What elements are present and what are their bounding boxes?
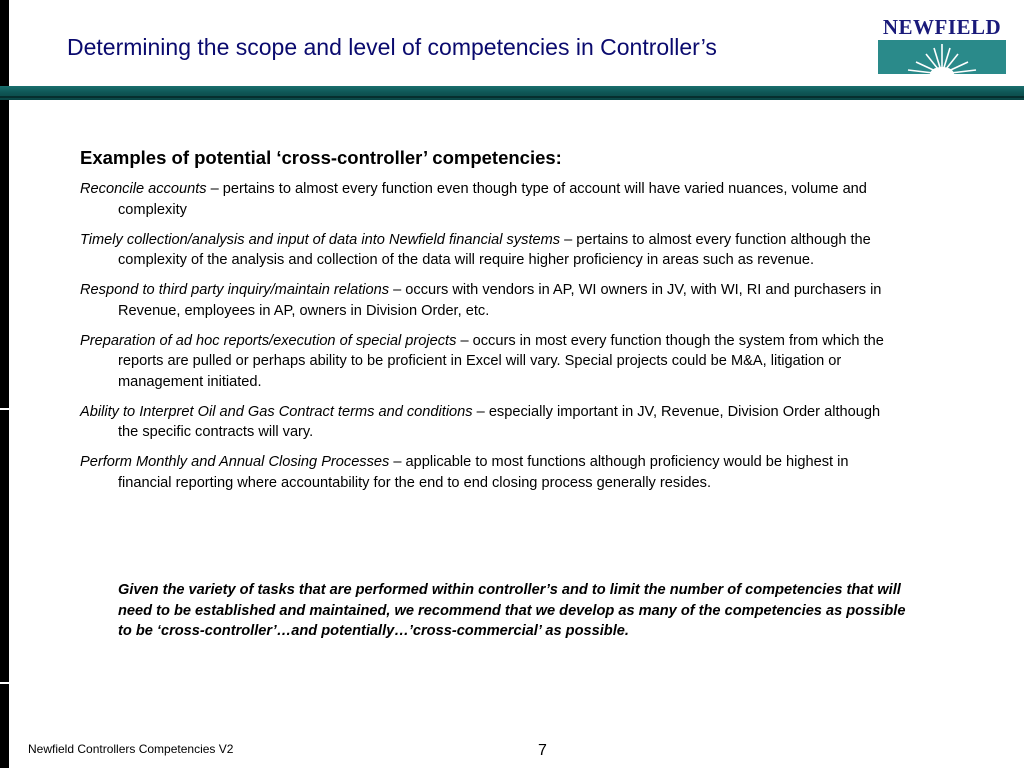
competency-term: Ability to Interpret Oil and Gas Contract terms and conditions — [80, 403, 473, 420]
sunburst-logo-icon — [878, 40, 1006, 74]
competency-description: – occurs with vendors in AP, WI owners in JV, with WI, RI and purchasers in Revenue, employees in AP, owners in Division Order, etc. — [118, 282, 882, 319]
competency-description: – pertains to almost every function although the complexity of the analysis and collection of the data will require higher proficiency in areas such as revenue. — [118, 231, 871, 268]
left-border-rule — [0, 0, 9, 768]
header-divider-line — [0, 96, 1024, 98]
slide-content — [80, 146, 900, 503]
footer-text: Newfield Controllers Competencies V2 — [28, 742, 234, 756]
competency-term: Reconcile accounts — [80, 181, 207, 197]
newfield-logo — [878, 16, 1006, 74]
competency-description: – applicable to most functions although proficiency would be highest in financial reporting where accountability for the end to end closing process generally resides. — [118, 454, 849, 491]
competency-item — [80, 179, 900, 220]
competency-term: Timely collection/analysis and input of data into Newfield financial systems — [80, 231, 561, 248]
competency-description: – especially important in JV, Revenue, Division Order although the specific contracts will vary. — [118, 403, 881, 440]
logo-wordmark: NEWFIELD — [882, 15, 1002, 39]
page-number: 7 — [538, 742, 547, 759]
slide-title: Determining the scope and level of competencies in Controller’s — [67, 34, 717, 60]
competency-item — [80, 452, 900, 493]
content-heading: Examples of potential ‘cross-controller’ competencies: — [80, 147, 562, 168]
competency-item — [80, 402, 900, 443]
recommendation-text: Given the variety of tasks that are performed within controller’s and to limit the number of competencies that will need to be established and maintained, we recommend that we develop as many of the competencies as possible to be ‘cross-controller’…and potentially…’cross-commercial’ as possible. — [118, 582, 906, 639]
competency-description: – pertains to almost every function even though type of account will have varied nuances, volume and complexity — [118, 181, 867, 218]
competency-item — [80, 331, 900, 393]
left-border-gap — [0, 682, 9, 684]
competency-term: Perform Monthly and Annual Closing Processes — [80, 454, 390, 470]
left-border-gap — [0, 408, 9, 410]
competency-term: Preparation of ad hoc reports/execution of special projects — [80, 332, 457, 349]
competency-term: Respond to third party inquiry/maintain relations — [80, 282, 390, 298]
header-divider-bar — [0, 86, 1024, 100]
competency-item — [80, 280, 900, 321]
competency-item — [80, 230, 900, 271]
competency-description: – occurs in most every function though the system from which the reports are pulled or perhaps ability to be proficient in Excel will vary. Special projects could be M&A, litigation or management initiated. — [118, 332, 884, 390]
